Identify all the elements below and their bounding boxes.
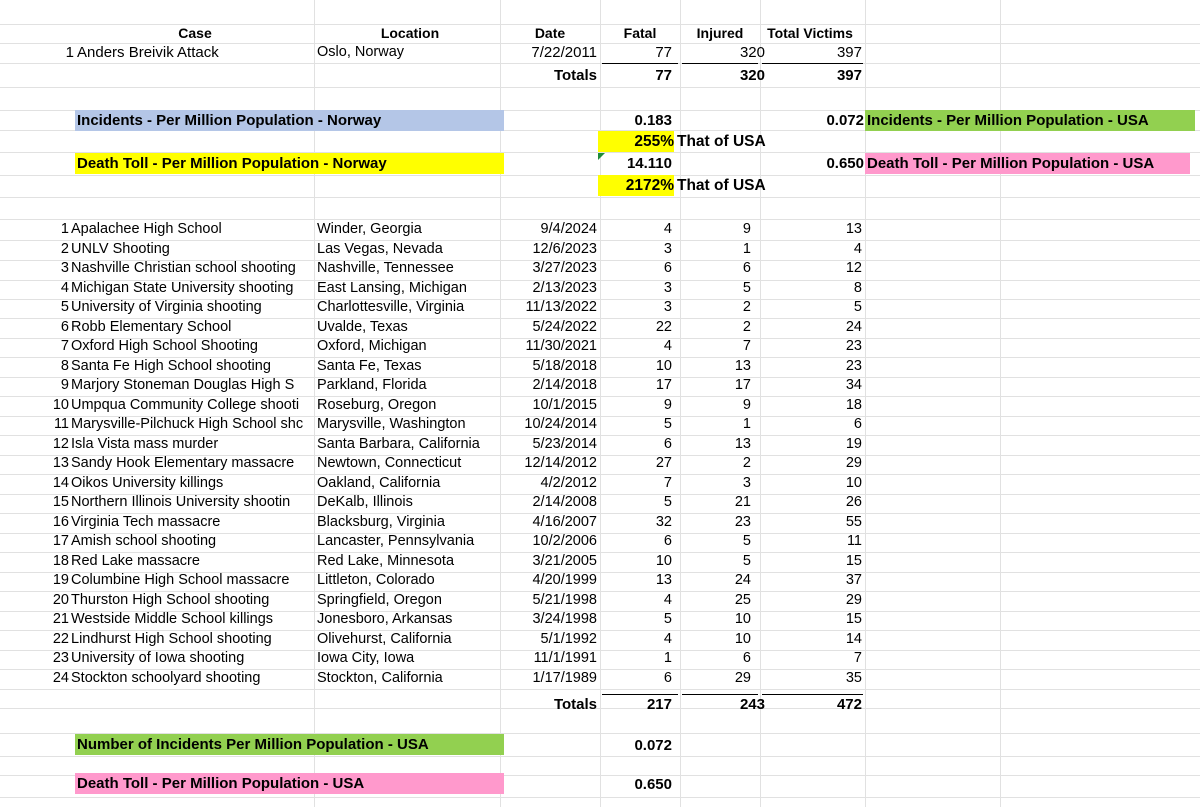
usa-row-fatal[interactable]: 5 [663,611,672,627]
usa-row-total[interactable]: 34 [845,377,862,393]
usa-row-injured[interactable]: 29 [734,670,751,686]
header-fatal[interactable]: Fatal [623,25,657,41]
usa-row-injured[interactable]: 9 [742,221,751,237]
usa-row-total[interactable]: 18 [845,397,862,413]
usa-row-location[interactable]: Springfield, Oregon [317,592,442,608]
usa-row-injured[interactable]: 23 [734,514,751,530]
usa-row-fatal[interactable]: 3 [663,299,672,315]
usa-row-total[interactable]: 10 [845,475,862,491]
usa-row-injured[interactable]: 7 [742,338,751,354]
usa-row-case[interactable]: Umpqua Community College shooti [71,397,300,413]
norway-totals-injured[interactable]: 320 [739,67,765,84]
usa-row-injured[interactable]: 2 [742,319,751,335]
usa-row-date[interactable]: 12/6/2023 [532,241,597,257]
usa-row-number[interactable]: 15 [52,494,69,510]
usa-row-fatal[interactable]: 3 [663,241,672,257]
usa-row-location[interactable]: Blacksburg, Virginia [317,514,445,530]
usa-row-case[interactable]: Amish school shooting [71,533,217,549]
usa-row-injured[interactable]: 25 [734,592,751,608]
usa-row-injured[interactable]: 10 [734,631,751,647]
usa-row-date[interactable]: 4/2/2012 [540,475,597,491]
usa-row-location[interactable]: Newtown, Connecticut [317,455,462,471]
usa-row-number[interactable]: 5 [60,299,69,315]
usa-row-injured[interactable]: 1 [742,416,751,432]
usa-row-date[interactable]: 1/17/1989 [532,670,597,686]
usa-row-case[interactable]: Columbine High School massacre [71,572,290,588]
usa-row-fatal[interactable]: 6 [663,260,672,276]
usa-row-total[interactable]: 6 [853,416,862,432]
usa-row-location[interactable]: Santa Fe, Texas [317,358,422,374]
death-usa-label[interactable]: Death Toll - Per Million Population - USA [865,153,1190,174]
usa-row-location[interactable]: Roseburg, Oregon [317,397,437,413]
usa-row-date[interactable]: 3/21/2005 [532,553,597,569]
usa-row-case[interactable]: Marjory Stoneman Douglas High S [71,377,295,393]
usa-row-location[interactable]: Littleton, Colorado [317,572,435,588]
usa-row-location[interactable]: Iowa City, Iowa [317,650,415,666]
usa-totals-total[interactable]: 472 [836,696,862,713]
usa-row-fatal[interactable]: 5 [663,494,672,510]
death-that-of-usa[interactable]: That of USA [677,177,766,194]
usa-row-case[interactable]: Thurston High School shooting [71,592,270,608]
usa-row-injured[interactable]: 10 [734,611,751,627]
usa-row-date[interactable]: 10/24/2014 [524,416,597,432]
death-usa-value[interactable]: 0.650 [826,155,864,172]
usa-row-location[interactable]: Winder, Georgia [317,221,422,237]
usa-row-case[interactable]: Westside Middle School killings [71,611,274,627]
usa-row-injured[interactable]: 6 [742,260,751,276]
usa-row-case[interactable]: Marysville-Pilchuck High School shc [71,416,304,432]
usa-row-total[interactable]: 15 [845,553,862,569]
usa-row-date[interactable]: 11/30/2021 [525,338,597,354]
header-injured[interactable]: Injured [696,25,744,41]
norway-case[interactable]: Anders Breivik Attack [77,44,219,61]
totals-border [682,694,758,695]
usa-row-date[interactable]: 5/21/1998 [532,592,597,608]
usa-row-location[interactable]: Charlottesville, Virginia [317,299,465,315]
usa-row-fatal[interactable]: 22 [655,319,672,335]
totals-border [762,694,863,695]
usa-row-injured[interactable]: 24 [734,572,751,588]
usa-row-location[interactable]: Olivehurst, California [317,631,452,647]
usa-row-fatal[interactable]: 6 [663,533,672,549]
usa-row-injured[interactable]: 17 [734,377,751,393]
usa-totals-fatal[interactable]: 217 [646,696,672,713]
usa-row-total[interactable]: 4 [853,241,862,257]
incidents-norway-label[interactable]: Incidents - Per Million Population - Norway [75,110,504,131]
usa-row-location[interactable]: Marysville, Washington [317,416,466,432]
usa-row-case[interactable]: Nashville Christian school shooting [71,260,296,276]
header-case[interactable]: Case [178,25,212,41]
bottom-incidents-label[interactable]: Number of Incidents Per Million Population - USA [75,734,504,755]
usa-row-fatal[interactable]: 10 [655,553,672,569]
usa-row-location[interactable]: DeKalb, Illinois [317,494,413,510]
usa-row-fatal[interactable]: 10 [655,358,672,374]
usa-row-injured[interactable]: 3 [742,475,751,491]
usa-row-number[interactable]: 16 [52,514,69,530]
death-norway-label[interactable]: Death Toll - Per Million Population - Norway [75,153,504,174]
usa-row-date[interactable]: 10/2/2006 [532,533,597,549]
usa-row-fatal[interactable]: 32 [655,514,672,530]
bottom-death-label[interactable]: Death Toll - Per Million Population - USA [75,773,504,794]
totals-border [762,63,863,64]
incidents-that-of-usa[interactable]: That of USA [677,133,766,150]
norway-totals-label[interactable]: Totals [553,67,597,84]
usa-row-date[interactable]: 10/1/2015 [532,397,597,413]
usa-row-fatal[interactable]: 4 [663,221,672,237]
death-percent[interactable]: 2172% [598,175,674,196]
usa-row-case[interactable]: Stockton schoolyard shooting [71,670,261,686]
usa-row-date[interactable]: 5/23/2014 [532,436,597,452]
usa-row-number[interactable]: 12 [52,436,69,452]
usa-row-total[interactable]: 29 [845,592,862,608]
usa-row-fatal[interactable]: 1 [663,650,672,666]
usa-row-number[interactable]: 11 [53,416,69,432]
header-location[interactable]: Location [380,25,440,41]
usa-row-location[interactable]: East Lansing, Michigan [317,280,467,296]
usa-row-date[interactable]: 3/24/1998 [532,611,597,627]
usa-row-number[interactable]: 22 [52,631,69,647]
usa-row-total[interactable]: 8 [853,280,862,296]
usa-row-number[interactable]: 7 [60,338,69,354]
totals-border [602,63,678,64]
usa-row-date[interactable]: 5/1/1992 [540,631,597,647]
usa-row-total[interactable]: 19 [845,436,862,452]
usa-row-fatal[interactable]: 13 [655,572,672,588]
usa-row-case[interactable]: Apalachee High School [71,221,222,237]
usa-row-number[interactable]: 23 [52,650,69,666]
usa-totals-label[interactable]: Totals [553,696,597,713]
usa-row-total[interactable]: 35 [845,670,862,686]
usa-row-total[interactable]: 13 [845,221,862,237]
usa-row-total[interactable]: 23 [845,338,862,354]
bottom-death-value[interactable]: 0.650 [634,776,672,793]
norway-totals-total[interactable]: 397 [836,67,862,84]
incidents-usa-value[interactable]: 0.072 [826,112,864,129]
usa-row-number[interactable]: 17 [52,533,69,549]
usa-row-fatal[interactable]: 4 [663,338,672,354]
usa-row-location[interactable]: Uvalde, Texas [317,319,408,335]
usa-row-number[interactable]: 19 [52,572,69,588]
usa-row-location[interactable]: Red Lake, Minnesota [317,553,455,569]
usa-row-injured[interactable]: 21 [734,494,751,510]
usa-row-case[interactable]: Sandy Hook Elementary massacre [71,455,295,471]
usa-row-location[interactable]: Las Vegas, Nevada [317,241,443,257]
usa-row-number[interactable]: 9 [60,377,69,393]
usa-row-number[interactable]: 24 [52,670,69,686]
usa-row-case[interactable]: UNLV Shooting [71,241,170,257]
usa-row-number[interactable]: 21 [52,611,69,627]
formula-warning-indicator[interactable] [598,153,605,160]
usa-row-location[interactable]: Jonesboro, Arkansas [317,611,453,627]
usa-row-location[interactable]: Nashville, Tennessee [317,260,454,276]
usa-row-case[interactable]: Robb Elementary School [71,319,232,335]
norway-fatal[interactable]: 77 [655,44,672,61]
totals-border [602,694,678,695]
usa-row-date[interactable]: 11/13/2022 [525,299,597,315]
usa-row-total[interactable]: 11 [846,533,862,549]
bottom-incidents-value[interactable]: 0.072 [634,737,672,754]
usa-row-date[interactable]: 5/24/2022 [532,319,597,335]
usa-row-location[interactable]: Oxford, Michigan [317,338,427,354]
usa-row-date[interactable]: 2/14/2018 [532,377,597,393]
usa-row-total[interactable]: 15 [845,611,862,627]
usa-row-total[interactable]: 26 [845,494,862,510]
usa-row-injured[interactable]: 1 [742,241,751,257]
death-norway-value[interactable]: 14.110 [626,155,672,172]
usa-row-date[interactable]: 5/18/2018 [532,358,597,374]
norway-injured[interactable]: 320 [739,44,765,61]
usa-row-date[interactable]: 12/14/2012 [524,455,597,471]
usa-row-case[interactable]: Lindhurst High School shooting [71,631,272,647]
usa-row-location[interactable]: Lancaster, Pennsylvania [317,533,475,549]
totals-border [682,63,758,64]
usa-row-date[interactable]: 3/27/2023 [532,260,597,276]
usa-row-date[interactable]: 2/13/2023 [532,280,597,296]
usa-row-date[interactable]: 2/14/2008 [532,494,597,510]
usa-row-total[interactable]: 55 [845,514,862,530]
usa-row-number[interactable]: 14 [52,475,69,491]
usa-row-case[interactable]: Isla Vista mass murder [71,436,219,452]
usa-row-injured[interactable]: 2 [742,299,751,315]
usa-row-fatal[interactable]: 6 [663,670,672,686]
norway-location[interactable]: Oslo, Norway [317,44,405,60]
usa-row-total[interactable]: 29 [845,455,862,471]
usa-row-number[interactable]: 13 [52,455,69,471]
usa-row-location[interactable]: Stockton, California [317,670,443,686]
norway-totals-fatal[interactable]: 77 [655,67,672,84]
usa-row-case[interactable]: Oxford High School Shooting [71,338,258,354]
header-total-victims[interactable]: Total Victims [767,25,853,41]
usa-row-total[interactable]: 24 [845,319,862,335]
incidents-norway-value[interactable]: 0.183 [634,112,672,129]
usa-row-injured[interactable]: 2 [742,455,751,471]
usa-row-total[interactable]: 23 [845,358,862,374]
norway-total[interactable]: 397 [836,44,862,61]
usa-row-total[interactable]: 12 [845,260,862,276]
usa-row-case[interactable]: University of Iowa shooting [71,650,245,666]
usa-row-case[interactable]: Santa Fe High School shooting [71,358,271,374]
usa-row-case[interactable]: Oikos University killings [71,475,224,491]
usa-row-number[interactable]: 8 [60,358,69,374]
usa-row-total[interactable]: 37 [845,572,862,588]
usa-row-date[interactable]: 4/20/1999 [532,572,597,588]
usa-row-fatal[interactable]: 3 [663,280,672,296]
usa-row-injured[interactable]: 13 [734,436,751,452]
usa-row-fatal[interactable]: 17 [655,377,672,393]
usa-row-fatal[interactable]: 9 [663,397,672,413]
usa-row-fatal[interactable]: 27 [655,455,672,471]
usa-row-injured[interactable]: 6 [742,650,751,666]
usa-row-fatal[interactable]: 4 [663,631,672,647]
usa-row-number[interactable]: 4 [60,280,69,296]
usa-row-case[interactable]: Michigan State University shooting [71,280,294,296]
usa-row-injured[interactable]: 5 [742,280,751,296]
usa-row-total[interactable]: 7 [853,650,862,666]
usa-row-total[interactable]: 14 [845,631,862,647]
header-date[interactable]: Date [534,25,566,41]
usa-row-fatal[interactable]: 5 [663,416,672,432]
incidents-percent[interactable]: 255% [598,131,674,152]
usa-row-number[interactable]: 18 [52,553,69,569]
usa-row-total[interactable]: 5 [853,299,862,315]
usa-row-number[interactable]: 2 [60,241,69,257]
usa-row-date[interactable]: 11/1/1991 [533,650,597,666]
usa-totals-injured[interactable]: 243 [739,696,765,713]
usa-row-number[interactable]: 3 [60,260,69,276]
usa-row-number[interactable]: 6 [60,319,69,335]
usa-row-fatal[interactable]: 7 [663,475,672,491]
usa-row-date[interactable]: 9/4/2024 [540,221,597,237]
usa-row-case[interactable]: Virginia Tech massacre [71,514,221,530]
norway-date[interactable]: 7/22/2011 [531,44,597,61]
usa-row-injured[interactable]: 5 [742,533,751,549]
usa-row-location[interactable]: Parkland, Florida [317,377,427,393]
usa-row-case[interactable]: Red Lake massacre [71,553,200,569]
usa-row-location[interactable]: Oakland, California [317,475,441,491]
usa-row-injured[interactable]: 13 [734,358,751,374]
usa-row-case[interactable]: University of Virginia shooting [71,299,262,315]
usa-row-number[interactable]: 10 [52,397,69,413]
usa-row-case[interactable]: Northern Illinois University shootin [71,494,291,510]
usa-row-injured[interactable]: 5 [742,553,751,569]
norway-row-number[interactable]: 1 [65,44,74,61]
usa-row-date[interactable]: 4/16/2007 [532,514,597,530]
usa-row-injured[interactable]: 9 [742,397,751,413]
usa-row-location[interactable]: Santa Barbara, California [317,436,480,452]
usa-row-fatal[interactable]: 4 [663,592,672,608]
usa-row-fatal[interactable]: 6 [663,436,672,452]
incidents-usa-label[interactable]: Incidents - Per Million Population - USA [865,110,1195,131]
usa-row-number[interactable]: 20 [52,592,69,608]
usa-row-number[interactable]: 1 [60,221,69,237]
